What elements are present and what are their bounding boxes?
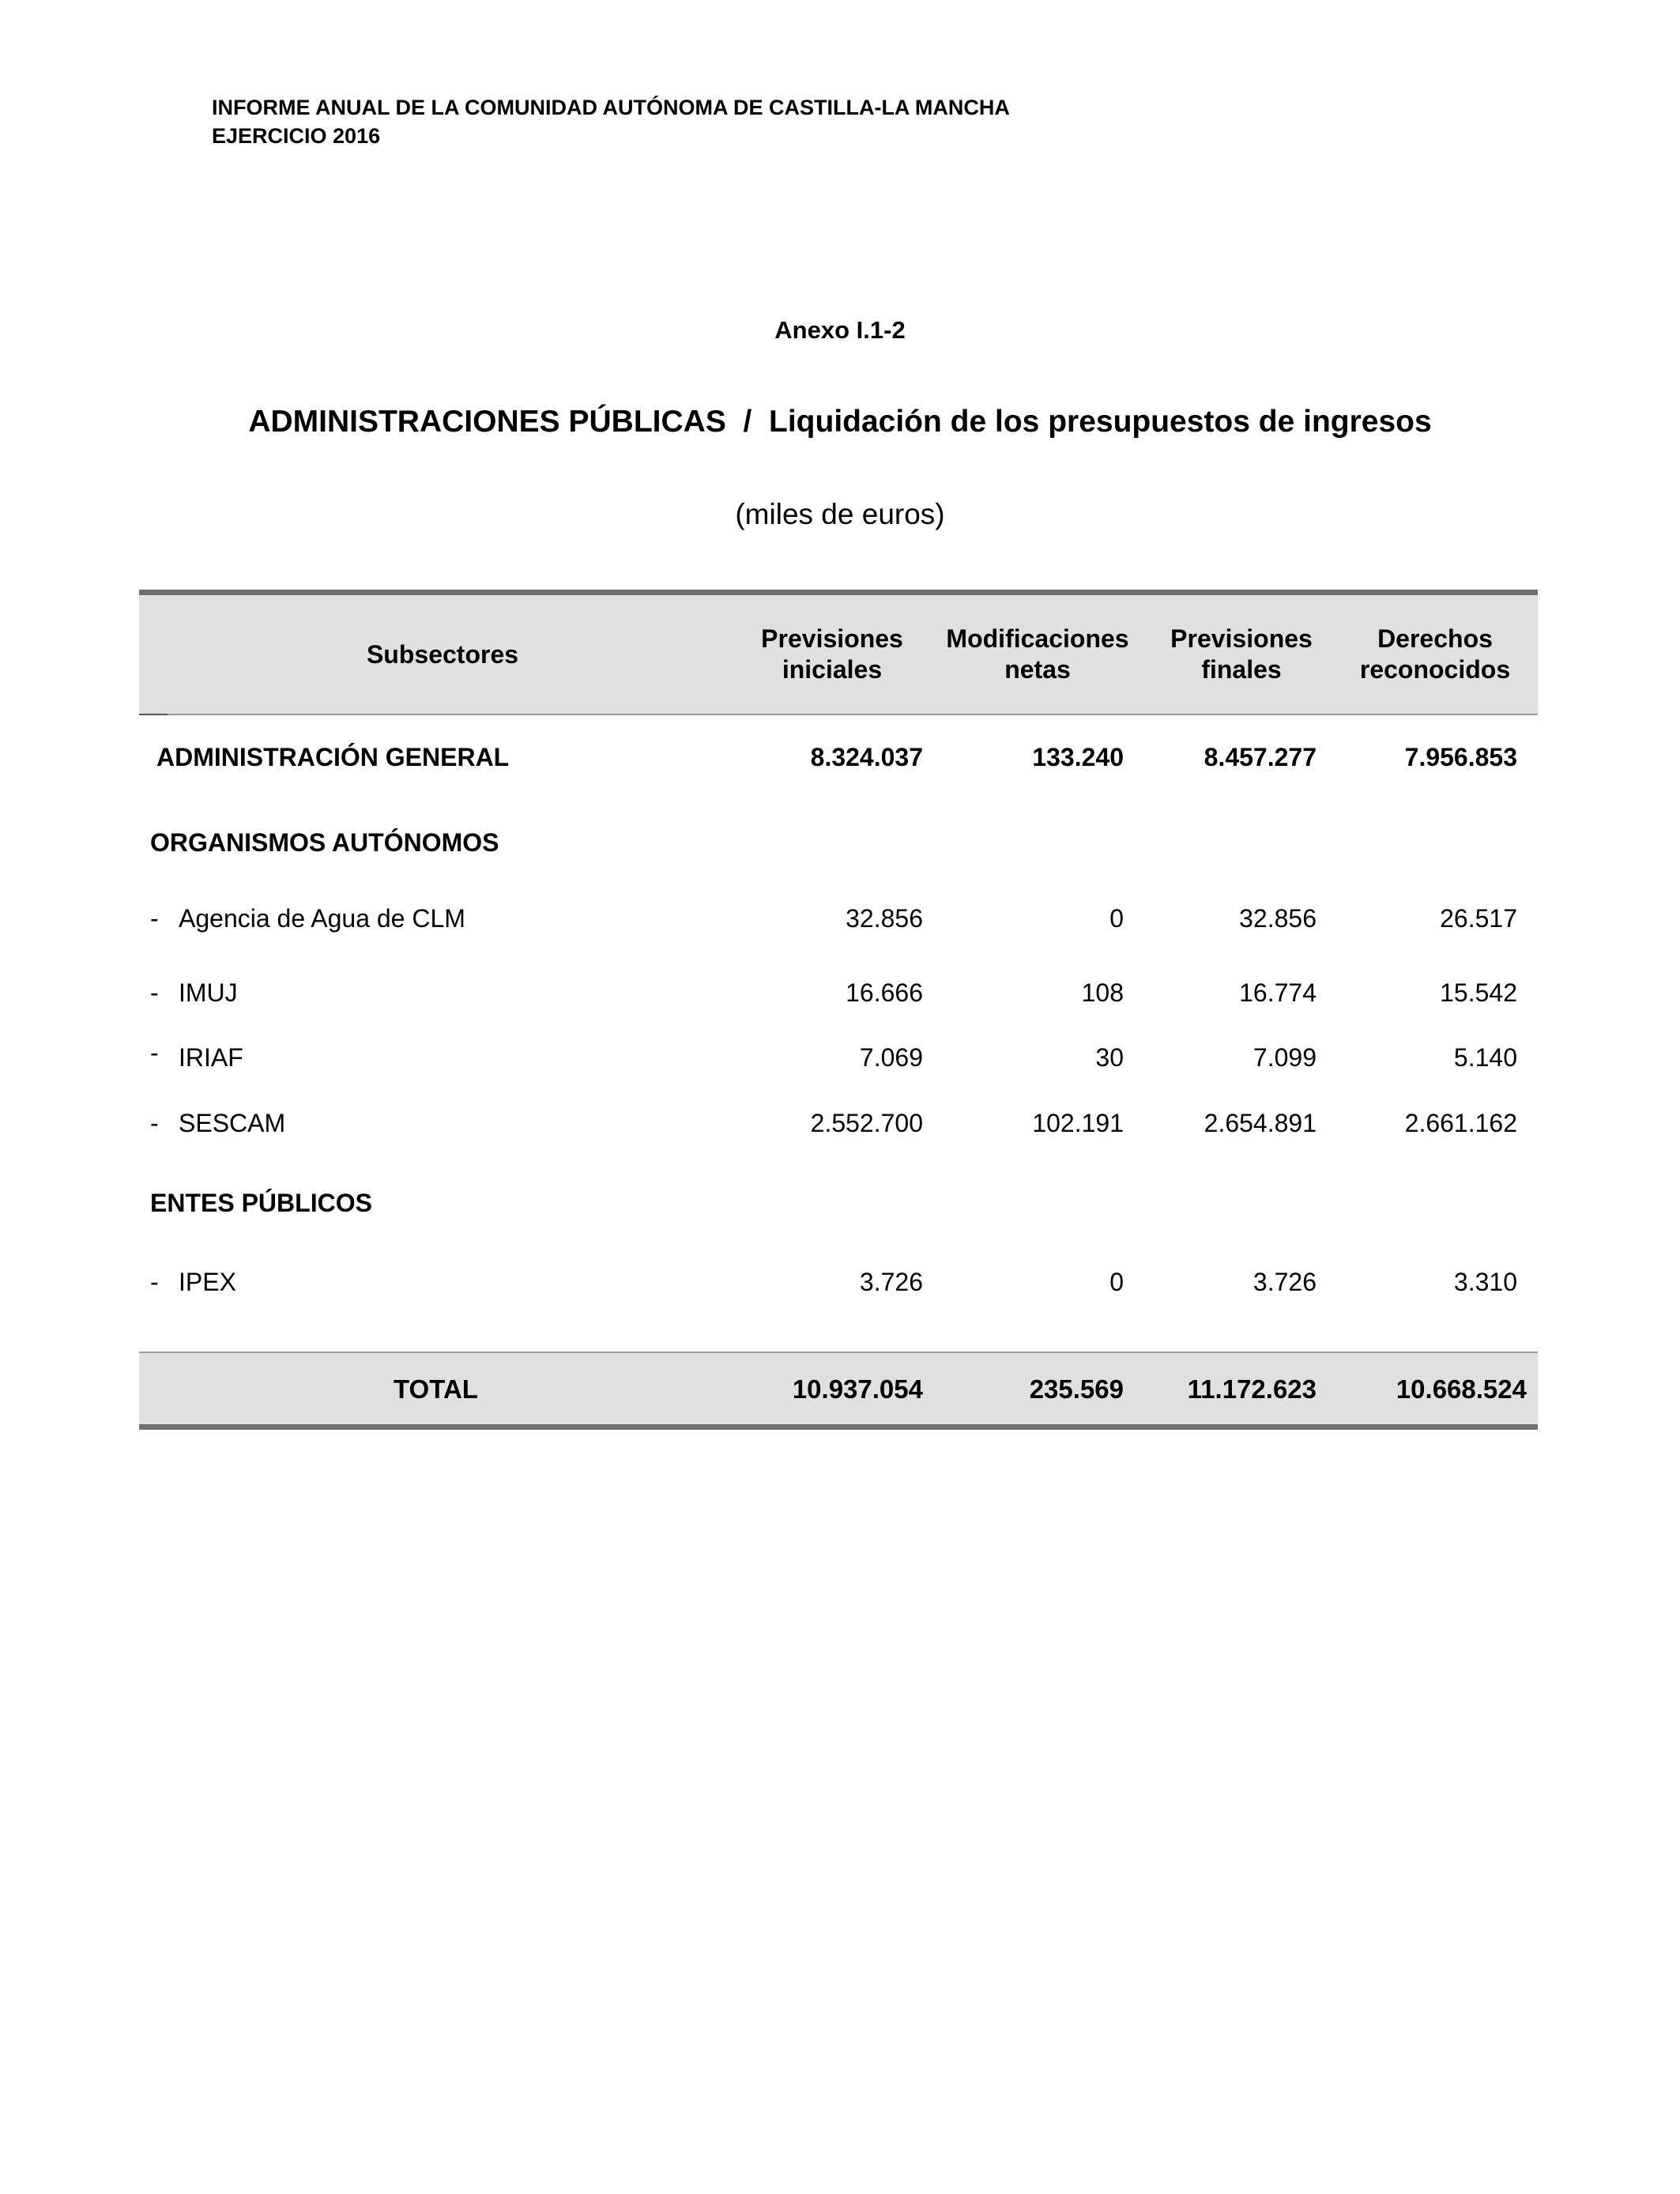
- section-label: ENTES PÚBLICOS: [150, 1189, 372, 1217]
- col-header-modificaciones-netas: [929, 595, 1146, 714]
- col-header-subsectores-label: Subsectores: [366, 639, 519, 669]
- col-header-previsiones-iniciales: [740, 595, 925, 714]
- total-derechos-reconocidos: 10.668.524: [1396, 1374, 1527, 1404]
- cell-previsiones-finales: 7.099: [1252, 1043, 1317, 1072]
- cell-derechos-reconocidos: 5.140: [1453, 1043, 1517, 1072]
- table-row-administracion-general: [139, 733, 1538, 781]
- total-label: TOTAL: [394, 1374, 478, 1404]
- col-header-line: netas: [1004, 655, 1071, 684]
- units-label: (miles de euros): [735, 498, 945, 530]
- table-row: [139, 969, 1538, 1016]
- col-header-line: Derechos: [1377, 624, 1493, 653]
- section-label: ORGANISMOS AUTÓNOMOS: [150, 828, 499, 857]
- table-top-rule: [139, 590, 1538, 595]
- col-header-line: Previsiones: [761, 624, 903, 653]
- section-organismos-autonomos: [139, 819, 1538, 866]
- cell-previsiones-finales: 8.457.277: [1203, 743, 1317, 771]
- cell-modificaciones-netas: 102.191: [1032, 1109, 1124, 1137]
- col-header-derechos-reconocidos: [1332, 595, 1538, 714]
- annex-label: Anexo I.1-2: [774, 316, 906, 344]
- total-previsiones-iniciales: 10.937.054: [792, 1374, 923, 1404]
- total-modificaciones-netas: 235.569: [1029, 1374, 1124, 1404]
- cell-previsiones-finales: 3.726: [1252, 1268, 1317, 1296]
- budget-table: [139, 590, 1538, 1404]
- cell-previsiones-finales: 2.654.891: [1203, 1109, 1317, 1137]
- col-header-line: finales: [1201, 655, 1282, 684]
- total-previsiones-finales: 11.172.623: [1187, 1374, 1317, 1404]
- row-label: Agencia de Agua de CLM: [179, 904, 465, 933]
- row-label: ADMINISTRACIÓN GENERAL: [156, 743, 510, 771]
- row-dash: -: [150, 1268, 159, 1296]
- cell-derechos-reconocidos: 2.661.162: [1404, 1109, 1517, 1137]
- cell-modificaciones-netas: 108: [1081, 978, 1124, 1007]
- table-row: [139, 1034, 1538, 1081]
- col-header-subsectores: [139, 595, 746, 714]
- table-header: [139, 595, 1538, 715]
- cell-previsiones-iniciales: 3.726: [859, 1268, 923, 1296]
- row-dash: -: [150, 904, 159, 933]
- row-dash: -: [150, 1109, 159, 1137]
- cell-previsiones-iniciales: 16.666: [846, 978, 923, 1007]
- row-label: IRIAF: [179, 1043, 243, 1072]
- cell-previsiones-iniciales: 7.069: [859, 1043, 923, 1072]
- row-dash: -: [150, 1039, 159, 1067]
- row-dash: -: [150, 978, 159, 1007]
- col-header-line: reconocidos: [1359, 655, 1511, 684]
- row-label: IMUJ: [179, 978, 238, 1007]
- cell-previsiones-finales: 16.774: [1239, 978, 1317, 1007]
- section-entes-publicos: [139, 1179, 1538, 1227]
- row-label: SESCAM: [179, 1109, 286, 1137]
- table-row: [139, 895, 1538, 942]
- col-header-previsiones-finales: [1158, 595, 1324, 714]
- stub-tick: [139, 714, 168, 715]
- cell-previsiones-iniciales: 32.856: [846, 904, 923, 933]
- cell-previsiones-finales: 32.856: [1239, 904, 1317, 933]
- table-row: [139, 1099, 1538, 1147]
- cell-derechos-reconocidos: 7.956.853: [1404, 743, 1517, 771]
- cell-previsiones-iniciales: 2.552.700: [810, 1109, 923, 1137]
- cell-modificaciones-netas: 30: [1095, 1043, 1124, 1072]
- col-header-line: iniciales: [782, 655, 883, 684]
- row-label: IPEX: [179, 1268, 236, 1296]
- report-header-year: EJERCICIO 2016: [212, 124, 381, 148]
- report-header: [212, 93, 1010, 150]
- cell-derechos-reconocidos: 3.310: [1453, 1268, 1517, 1296]
- table-total-row: [139, 1351, 1538, 1426]
- cell-derechos-reconocidos: 26.517: [1440, 904, 1517, 933]
- cell-modificaciones-netas: 0: [1109, 904, 1124, 933]
- table-row: [139, 1258, 1538, 1306]
- table-bottom-rule: [139, 1424, 1538, 1430]
- cell-modificaciones-netas: 0: [1109, 1268, 1124, 1296]
- col-header-line: Modificaciones: [946, 624, 1129, 653]
- cell-modificaciones-netas: 133.240: [1032, 743, 1124, 771]
- report-header-title: INFORME ANUAL DE LA COMUNIDAD AUTÓNOMA DE CASTILLA-LA MANCHA: [212, 96, 1010, 119]
- cell-previsiones-iniciales: 8.324.037: [810, 743, 923, 771]
- col-header-line: Previsiones: [1170, 624, 1313, 653]
- page-title: ADMINISTRACIONES PÚBLICAS / Liquidación de los presupuestos de ingresos: [248, 405, 1432, 439]
- cell-derechos-reconocidos: 15.542: [1440, 978, 1517, 1007]
